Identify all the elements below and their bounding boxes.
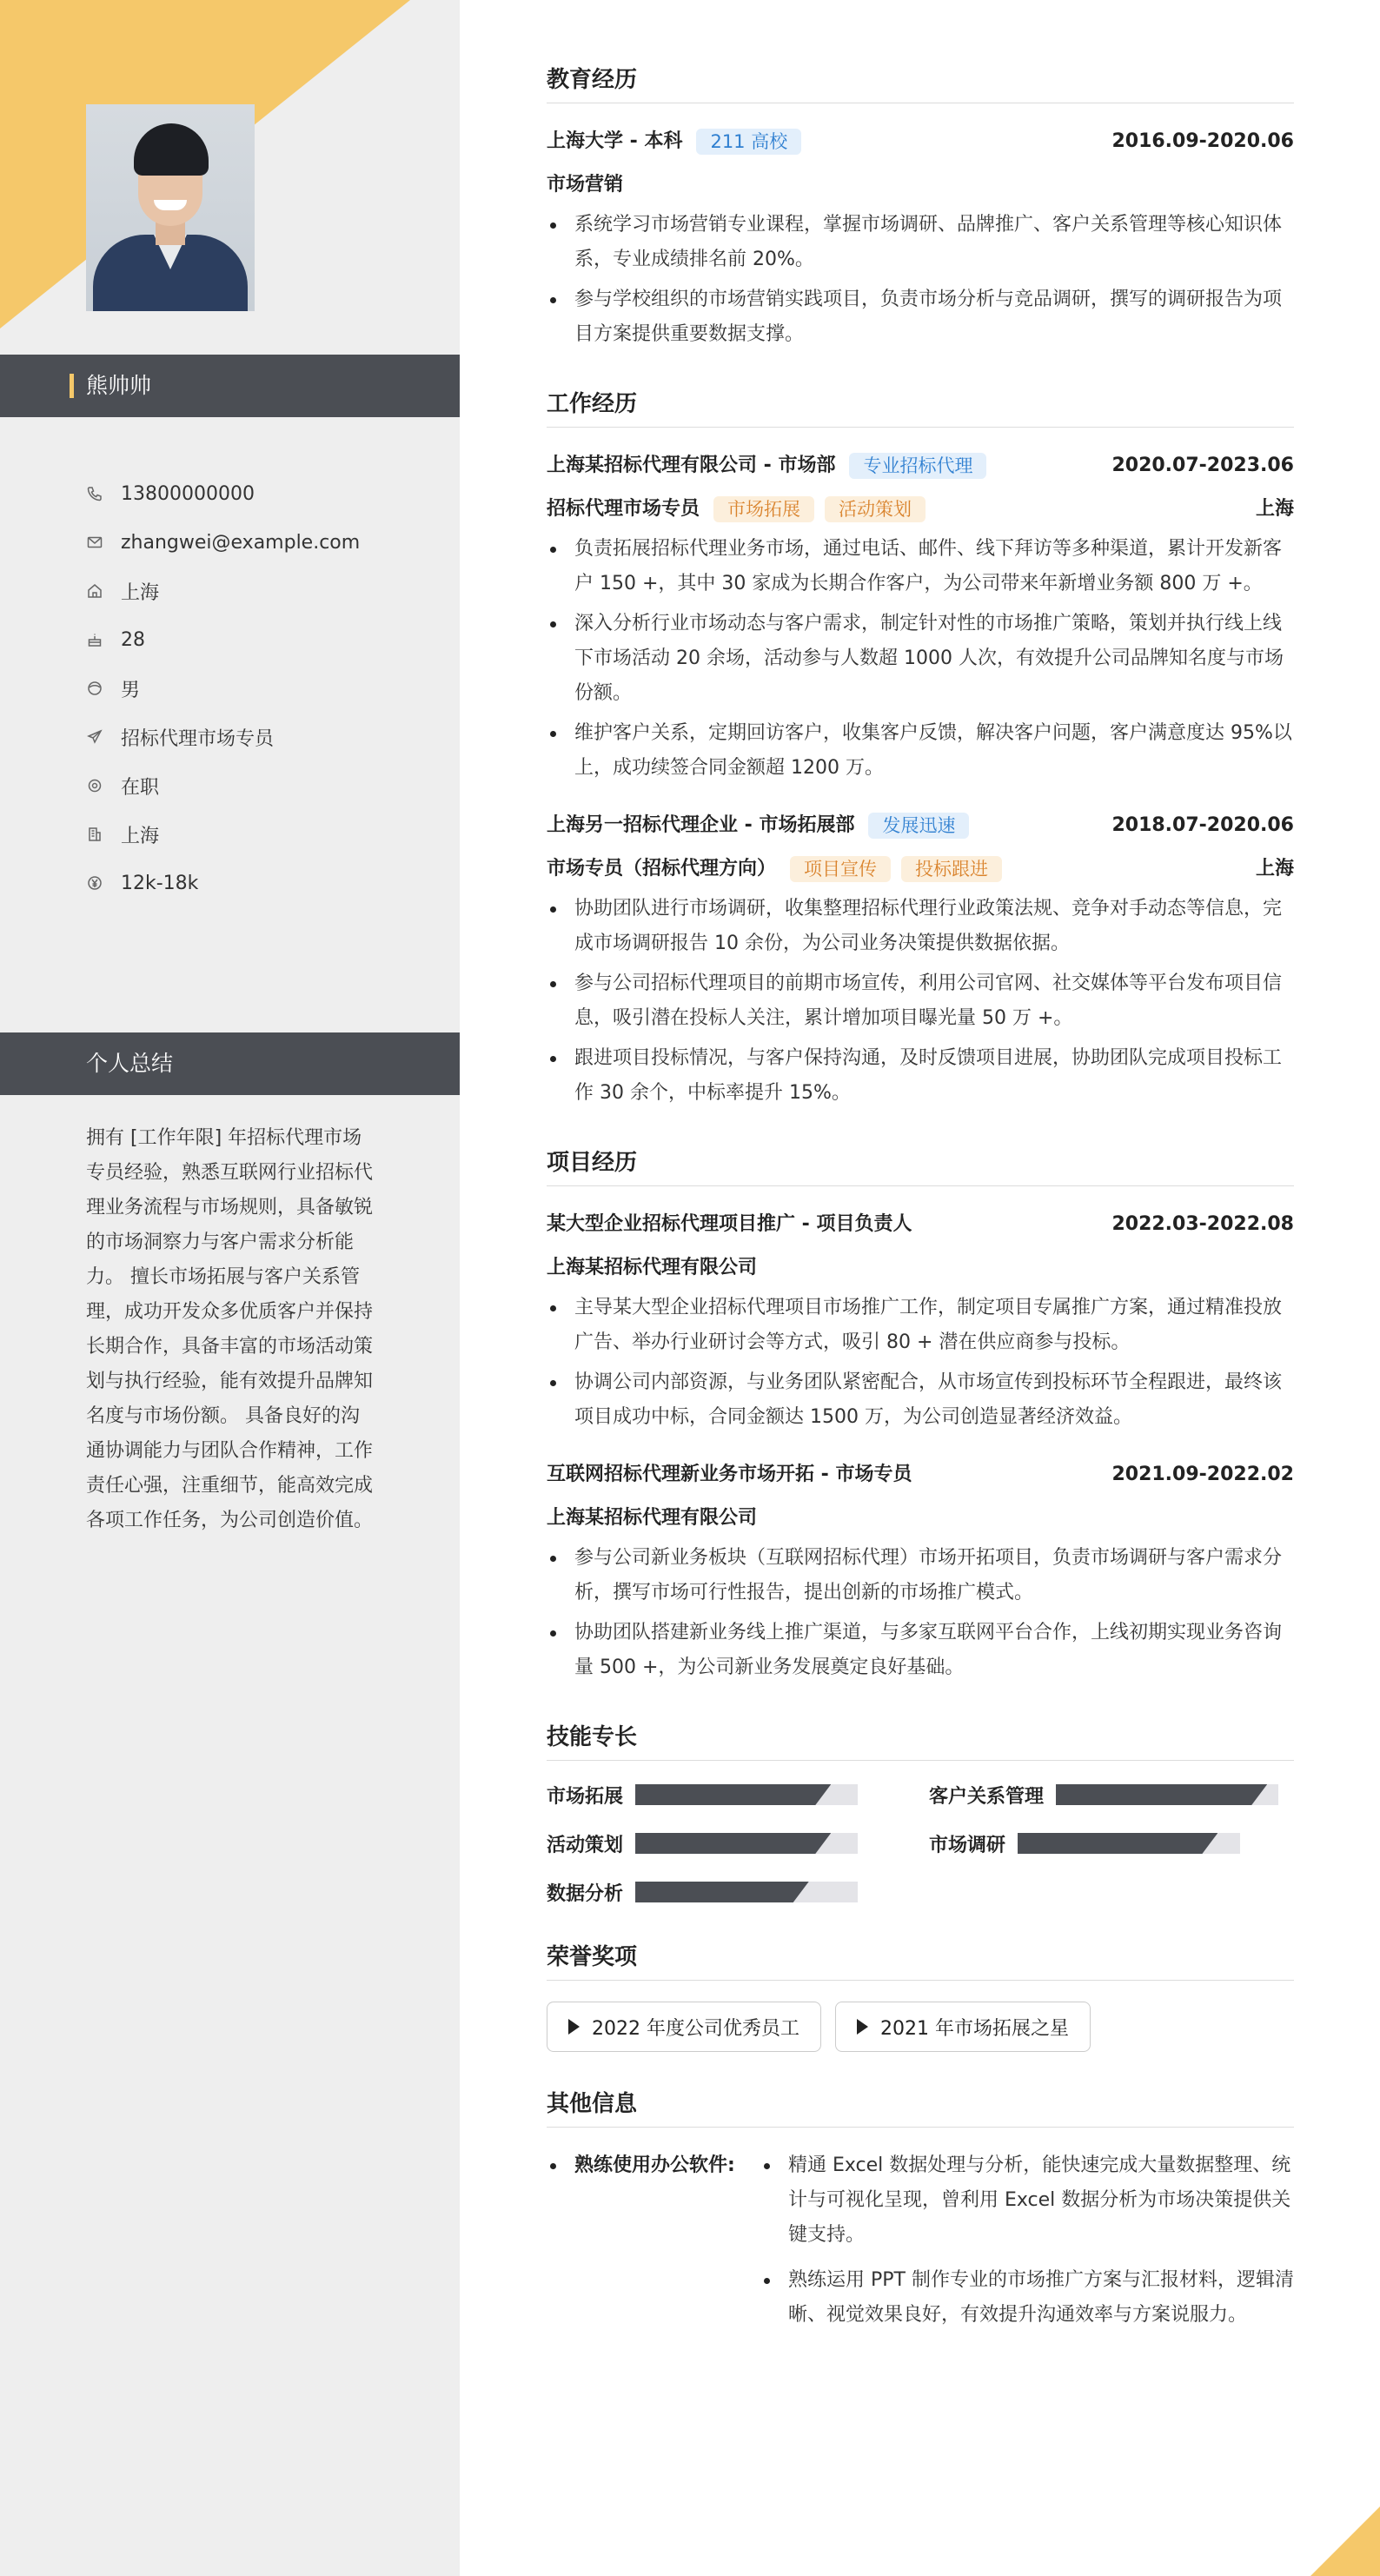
job-entry: [547, 448, 1294, 786]
skill-bar: [635, 1833, 858, 1854]
avatar: [86, 104, 255, 311]
section-title: 其他信息: [547, 2090, 1294, 2128]
skills-grid: [547, 1782, 1294, 1905]
list-item: 负责拓展招标代理业务市场，通过电话、邮件、线下拜访等多种渠道，累计开发新客户 150 +，其中 30 家成为长期合作客户，为公司带来年新增业务额 800 万 +。: [547, 532, 1294, 601]
project-org: 上海某招标代理有限公司: [547, 1507, 758, 1529]
company-name: 上海另一招标代理企业 - 市场拓展部: [547, 814, 855, 836]
school-tag: 211 高校: [696, 129, 801, 155]
email-icon: [86, 534, 103, 551]
skill-name: 市场调研: [929, 1834, 1006, 1856]
skill-name: 客户关系管理: [929, 1785, 1045, 1808]
contact-city: 上海: [86, 810, 360, 859]
name-bar: [0, 355, 460, 417]
send-icon: [86, 728, 103, 746]
section-title: 荣誉奖项: [547, 1943, 1294, 1981]
list-item: 精通 Excel 数据处理与分析，能快速完成大量数据整理、统计与可视化呈现，曾利用 Excel 数据分析为市场决策提供关键支持。: [760, 2148, 1294, 2253]
company-tag: 专业招标代理: [849, 453, 986, 479]
skill-bar: [635, 1784, 858, 1805]
company-tag: 发展迅速: [868, 813, 969, 839]
skill-bar: [1018, 1833, 1240, 1854]
awards-section: [547, 1943, 1294, 2052]
list-item: 系统学习市场营销专业课程，掌握市场调研、品牌推广、客户关系管理等核心知识体系，专业成绩排名前 20%。: [547, 208, 1294, 277]
list-item: 协助团队搭建新业务线上推广渠道，与多家互联网平台合作，上线初期实现业务咨询量 500 +，为公司新业务发展奠定良好基础。: [547, 1616, 1294, 1685]
other-section: [547, 2090, 1294, 2343]
role-tag: 投标跟进: [901, 856, 1002, 882]
contact-location: 上海: [86, 567, 360, 615]
project-org: 上海某招标代理有限公司: [547, 1257, 758, 1278]
skill-level: [635, 1833, 831, 1854]
project-name: 某大型企业招标代理项目推广 - 项目负责人: [547, 1213, 912, 1235]
school-name: 上海大学 - 本科: [547, 130, 683, 152]
list-item: 熟练运用 PPT 制作专业的市场推广方案与汇报材料，逻辑清晰、视觉效果良好，有效提升沟通效率与方案说服力。: [760, 2263, 1294, 2333]
list-item: 参与公司新业务板块（互联网招标代理）市场开拓项目，负责市场调研与客户需求分析，撰写市场可行性报告，提出创新的市场推广模式。: [547, 1541, 1294, 1610]
job-entry: [547, 808, 1294, 1111]
contact-status: 在职: [86, 761, 360, 810]
project-period: 2022.03-2022.08: [1111, 1213, 1294, 1235]
role-tag: 市场拓展: [713, 496, 814, 522]
job-period: 2018.07-2020.06: [1111, 814, 1294, 836]
candidate-name: 熊帅帅: [86, 373, 152, 398]
contact-email: zhangwei@example.com: [86, 518, 360, 567]
list-item: 主导某大型企业招标代理项目市场推广工作，制定项目专属推广方案，通过精准投放广告、举办行业研讨会等方式，吸引 80 + 潜在供应商参与投标。: [547, 1291, 1294, 1360]
skill-bar: [1056, 1784, 1278, 1805]
list-item: 参与学校组织的市场营销实践项目，负责市场分析与竞品调研，撰写的调研报告为项目方案提供重要数据支撑。: [547, 282, 1294, 352]
skills-section: [547, 1723, 1294, 1905]
list-item: 协调公司内部资源，与业务团队紧密配合，从市场宣传到投标环节全程跟进，最终该项目成功中标，合同金额达 1500 万，为公司创造显著经济效益。: [547, 1365, 1294, 1435]
skill-item: [547, 1782, 929, 1808]
contact-age: 28: [86, 615, 360, 664]
list-item: 维护客户关系，定期回访客户，收集客户反馈，解决客户问题，客户满意度达 95%以上，成功续签合同金额超 1200 万。: [547, 716, 1294, 786]
project-period: 2021.09-2022.02: [1111, 1464, 1294, 1485]
job-period: 2020.07-2023.06: [1111, 455, 1294, 476]
skill-item: [929, 1782, 1294, 1808]
skill-level: [635, 1784, 831, 1805]
summary-header: 个人总结: [0, 1032, 460, 1095]
award-item: 2021 年市场拓展之星: [835, 2002, 1091, 2052]
other-label: 熟练使用办公软件:: [547, 2148, 760, 2343]
projects-section: [547, 1149, 1294, 1685]
education-section: [547, 66, 1294, 352]
skill-level: [635, 1882, 809, 1902]
project-entry: [547, 1207, 1294, 1435]
home-icon: [86, 582, 103, 600]
role-tag: 活动策划: [825, 496, 926, 522]
major: 市场营销: [547, 174, 624, 196]
education-bullets: [547, 208, 1294, 352]
skill-bar: [635, 1882, 858, 1902]
play-icon: [568, 2019, 580, 2035]
skill-level: [1018, 1833, 1217, 1854]
award-item: 2022 年度公司优秀员工: [547, 2002, 821, 2052]
skill-name: 活动策划: [547, 1834, 624, 1856]
skill-level: [1056, 1784, 1267, 1805]
gender-icon: [86, 680, 103, 697]
decorative-corner: [1310, 2506, 1380, 2576]
cake-icon: [86, 631, 103, 648]
main-content: [547, 66, 1294, 2381]
company-name: 上海某招标代理有限公司 - 市场部: [547, 455, 836, 476]
job-city: 上海: [1255, 858, 1294, 880]
sidebar: [0, 0, 460, 2576]
list-item: 跟进项目投标情况，与客户保持沟通，及时反馈项目进展，协助团队完成项目投标工作 30 余个，中标率提升 15%。: [547, 1041, 1294, 1111]
section-title: 技能专长: [547, 1723, 1294, 1761]
skill-item: [547, 1879, 929, 1905]
skill-item: [547, 1830, 929, 1856]
section-title: 项目经历: [547, 1149, 1294, 1186]
salary-icon: [86, 874, 103, 892]
list-item: 深入分析行业市场动态与客户需求，制定针对性的市场推广策略，策划并执行线上线下市场活动 20 余场，活动参与人数超 1000 人次，有效提升公司品牌知名度与市场份额。: [547, 607, 1294, 711]
job-city: 上海: [1255, 498, 1294, 520]
job-role: 招标代理市场专员: [547, 498, 700, 520]
building-icon: [86, 826, 103, 843]
summary-text: 拥有 [工作年限] 年招标代理市场专员经验，熟悉互联网行业招标代理业务流程与市场规则，具备敏锐的市场洞察力与客户需求分析能力。 擅长市场拓展与客户关系管理，成功开发众多优质客户并保持长期合作，具备丰富的市场活动策划与执行经验，能有效提升品牌知名度与市场份额。 具备良好的沟通协调能力与团队合作精神，工作责任心强，注重细节，能高效完成各项工作任务，为公司创造价值。: [86, 1127, 374, 1531]
skill-item: [929, 1830, 1294, 1856]
contact-gender: 男: [86, 664, 360, 713]
work-section: [547, 390, 1294, 1111]
contact-list: [86, 469, 360, 907]
phone-icon: [86, 485, 103, 502]
status-icon: [86, 777, 103, 794]
project-name: 互联网招标代理新业务市场开拓 - 市场专员: [547, 1464, 912, 1485]
list-item: 协助团队进行市场调研，收集整理招标代理行业政策法规、竞争对手动态等信息，完成市场调研报告 10 余份，为公司业务决策提供数据依据。: [547, 892, 1294, 961]
education-period: 2016.09-2020.06: [1111, 130, 1294, 152]
role-tag: 项目宣传: [790, 856, 891, 882]
section-title: 工作经历: [547, 390, 1294, 428]
contact-position: 招标代理市场专员: [86, 713, 360, 761]
section-title: 教育经历: [547, 66, 1294, 103]
list-item: 参与公司招标代理项目的前期市场宣传，利用公司官网、社交媒体等平台发布项目信息，吸引潜在投标人关注，累计增加项目曝光量 50 万 +。: [547, 966, 1294, 1036]
contact-phone: 13800000000: [86, 469, 360, 518]
skill-name: 数据分析: [547, 1882, 624, 1905]
skill-name: 市场拓展: [547, 1785, 624, 1808]
project-entry: [547, 1457, 1294, 1685]
contact-salary: 12k-18k: [86, 859, 360, 907]
job-role: 市场专员（招标代理方向）: [547, 858, 777, 880]
play-icon: [857, 2019, 868, 2035]
